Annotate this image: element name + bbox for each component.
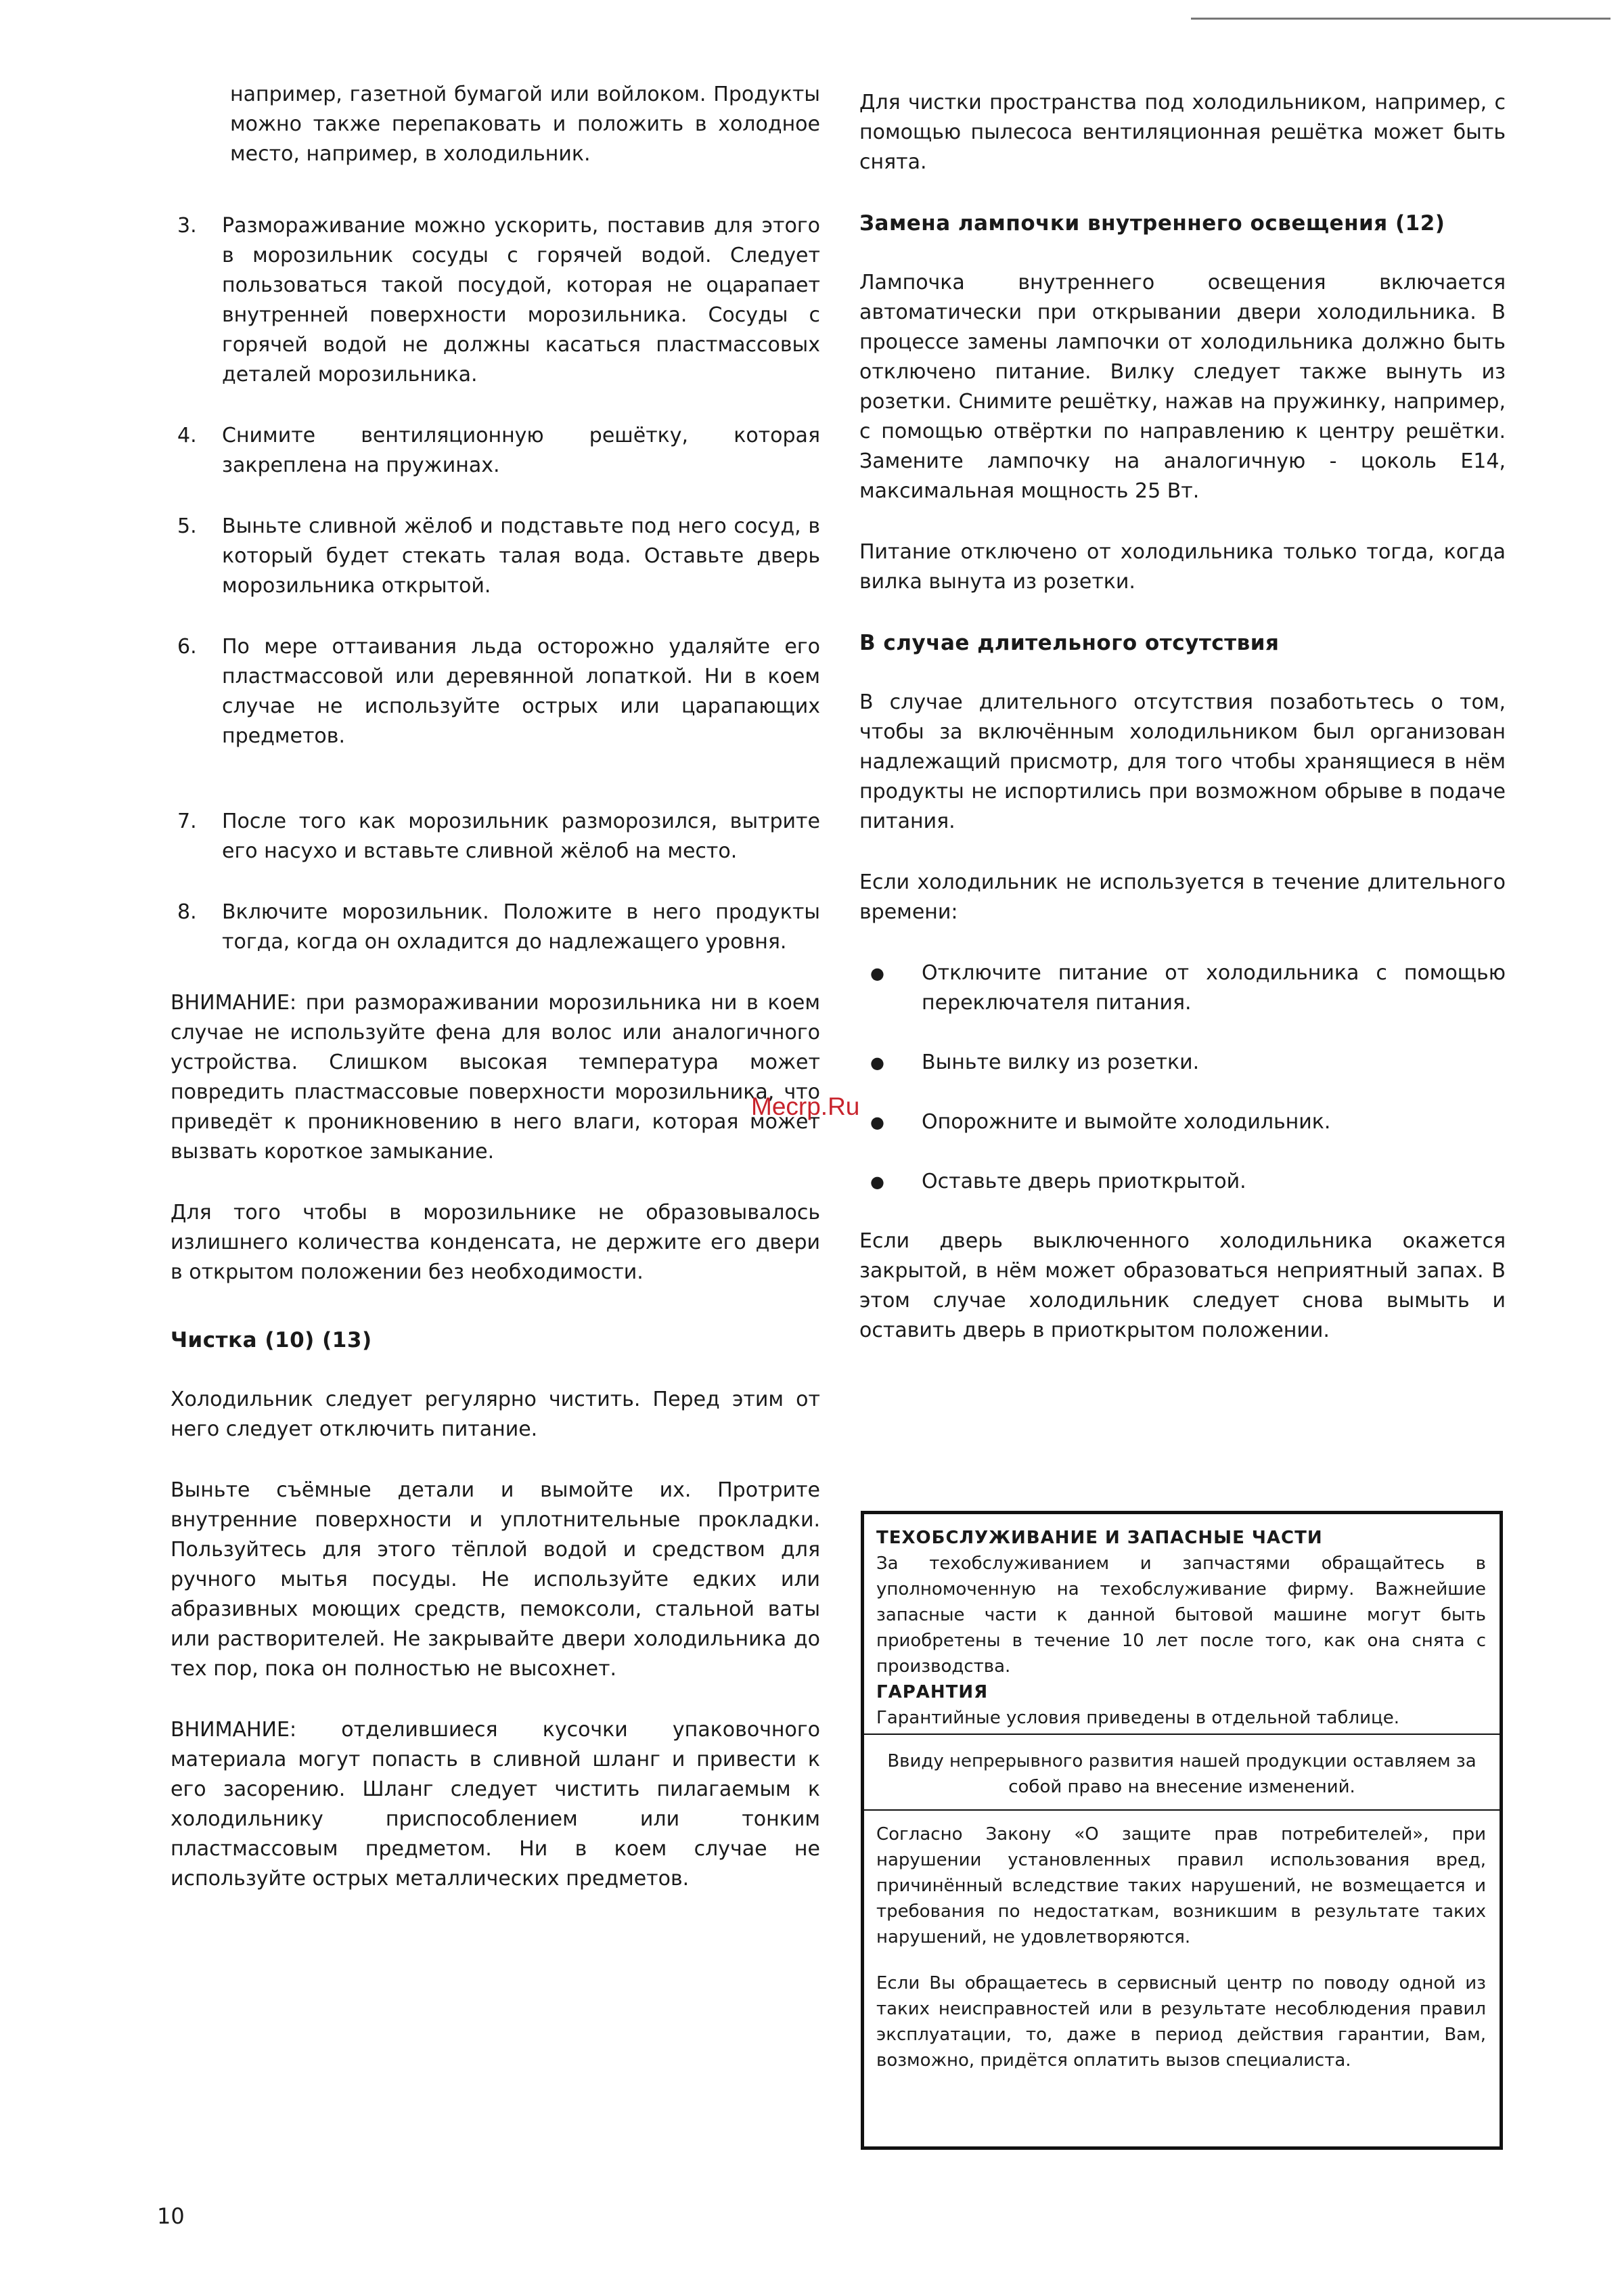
- step-text: Размораживание можно ускорить, поставив для этого в морозильник сосуды с горячей водой. Следует пользоваться такой посудой, которая не оцарапает внутренней поверхности морозильника. Сосуды с горячей водой не должны касаться пластмассовых деталей морозильника.: [222, 214, 820, 387]
- bullet-item: ● Отключите питание от холодильника с помощью переключателя питания.: [859, 958, 1506, 1018]
- step-text: Выньте сливной жёлоб и подставьте под него сосуд, в который будет стекать талая вода. Оставьте дверь морозильника открытой.: [222, 514, 820, 598]
- cleaning-heading: Чистка (10) (13): [171, 1328, 372, 1352]
- step-4: [171, 421, 820, 481]
- condensate-paragraph: Для того чтобы в морозильнике не образовывалось излишнего количества конденсата, не держите его двери в открытом положении без необходимости.: [171, 1201, 820, 1284]
- law-paragraph-2: Если Вы обращаетесь в сервисный центр по поводу одной из таких неисправностей или в результате несоблюдения правил эксплуатации, то, даже в период действия гарантии, Вам, возможно, придётся оплатить вызов специалиста.: [876, 1973, 1486, 2071]
- service-section: [864, 1514, 1500, 1734]
- changes-notice: Ввиду непрерывного развития нашей продукции оставляем за собой право на внесение изменений.: [887, 1751, 1477, 1797]
- attention-drain-hose: ВНИМАНИЕ: отделившиеся кусочки упаковочного материала могут попасть в сливной шланг и привести к его засорению. Шланг следует чистить пилагаемым к холодильнику приспособлением или тонким пластмассовым предметом. Ни в коем случае не используйте острых металлических предметов.: [171, 1718, 820, 1891]
- step-6: [171, 632, 820, 751]
- step-text: После того как морозильник разморозился, вытрите его насухо и вставьте сливной жёлоб на место.: [222, 810, 820, 863]
- cleaning-paragraph-2: Выньте съёмные детали и вымойте их. Протрите внутренние поверхности и уплотнительные прокладки. Пользуйтесь для этого тёплой водой и средством для ручного мытья посуды. Не используйте едких или абразивных моющих средств, пемоксоли, стальной ваты или растворителей. Не закрывайте двери холодильника до тех пор, пока он полностью не высохнет.: [171, 1478, 820, 1681]
- bullet-icon: ●: [870, 1113, 884, 1132]
- vacuum-paragraph: Для чистки пространства под холодильником, например, с помощью пылесоса вентиляционная решётка может быть снята.: [859, 91, 1506, 174]
- lamp-paragraph-2: Питание отключено от холодильника только тогда, когда вилка вынута из розетки.: [859, 540, 1506, 594]
- consumer-law-section: [864, 1811, 1500, 2076]
- step-text: Снимите вентиляционную решётку, которая закреплена на пружинах.: [222, 424, 820, 477]
- absence-paragraph-3: Если дверь выключенного холодильника окажется закрытой, в нём может образоваться неприятный запах. В этом случае холодильник следует снова вымыть и оставить дверь в приоткрытом положении.: [859, 1229, 1506, 1342]
- bullet-item: ● Выньте вилку из розетки.: [859, 1048, 1506, 1078]
- step-number: 3.: [177, 214, 197, 238]
- service-info-box: [861, 1511, 1503, 2150]
- step-number: 4.: [177, 424, 197, 447]
- attention-defrost: ВНИМАНИЕ: при размораживании морозильника ни в коем случае не используйте фена для волос или аналогичного устройства. Слишком высокая температура может повредить пластмассовые поверхности морозильника, что приведёт к проникновению в него влаги, которая может вызвать короткое замыкание.: [171, 991, 820, 1164]
- intro-paragraph: например, газетной бумагой или войлоком. Продукты можно также перепаковать и положить в холодное место, например, в холодильник.: [230, 83, 820, 166]
- watermark: Mecrp.Ru: [751, 1092, 860, 1120]
- step-number: 5.: [177, 514, 197, 538]
- left-column: [171, 80, 820, 1925]
- step-5: [171, 512, 820, 601]
- service-text: За техобслуживанием и запчастями обращайтесь в уполномоченную на техобслуживание фирму. Важнейшие запасные части к данной бытовой машине могут быть приобретены в течение 10 лет после того, как она снята с производства.: [876, 1553, 1486, 1677]
- bullet-icon: ●: [870, 964, 884, 983]
- lamp-paragraph-1: Лампочка внутреннего освещения включается автоматически при открывании двери холодильника. В процессе замены лампочки от холодильника должно быть отключено питание. Вилку следует также вынуть из розетки. Снимите решётку, нажав на пружинку, например, с помощью отвёртки по направлению к центру решётки. Замените лампочку на аналогичную - цоколь E14, максимальная мощность 25 Вт.: [859, 271, 1506, 503]
- bullet-item: ● Оставьте дверь приоткрытой.: [859, 1167, 1506, 1197]
- warranty-text: Гарантийные условия приведены в отдельной таблице.: [876, 1708, 1399, 1728]
- step-text: По мере оттаивания льда осторожно удаляйте его пластмассовой или деревянной лопаткой. Ни в коем случае не используйте острых или царапающих предметов.: [222, 635, 820, 748]
- step-8: [171, 898, 820, 957]
- cleaning-paragraph-1: Холодильник следует регулярно чистить. Перед этим от него следует отключить питание.: [171, 1388, 820, 1441]
- right-column: [859, 88, 1506, 1377]
- bullet-item: ● Опорожните и вымойте холодильник.: [859, 1107, 1506, 1137]
- step-7: [171, 807, 820, 866]
- service-heading: ТЕХОБСЛУЖИВАНИЕ И ЗАПАСНЫЕ ЧАСТИ: [876, 1528, 1323, 1548]
- step-number: 8.: [177, 900, 197, 924]
- step-number: 7.: [177, 810, 197, 833]
- absence-heading: В случае длительного отсутствия: [859, 631, 1280, 655]
- absence-paragraph-2: Если холодильник не используется в течение длительного времени:: [859, 870, 1506, 924]
- bullet-icon: ●: [870, 1172, 884, 1191]
- step-3: [171, 211, 820, 390]
- law-paragraph-1: Согласно Закону «О защите прав потребителей», при нарушении установленных правил использования вред, причинённый вследствие таких нарушений, не возмещается и требования по недостаткам, возникшим в результате таких нарушений, не удовлетворяются.: [876, 1824, 1486, 1947]
- warranty-heading: ГАРАНТИЯ: [876, 1682, 989, 1702]
- absence-paragraph-1: В случае длительного отсутствия позаботьтесь о том, чтобы за включённым холодильником был организован надлежащий присмотр, для того чтобы хранящиеся в нём продукты не испортились при возможном обрыве в подаче питания.: [859, 690, 1506, 833]
- bullet-icon: ●: [870, 1053, 884, 1072]
- top-rule: [1110, 18, 1610, 20]
- step-text: Включите морозильник. Положите в него продукты тогда, когда он охладится до надлежащего уровня.: [222, 900, 820, 954]
- step-number: 6.: [177, 635, 197, 659]
- page-number: 10: [157, 2203, 185, 2229]
- lamp-heading: Замена лампочки внутреннего освещения (12): [859, 211, 1445, 236]
